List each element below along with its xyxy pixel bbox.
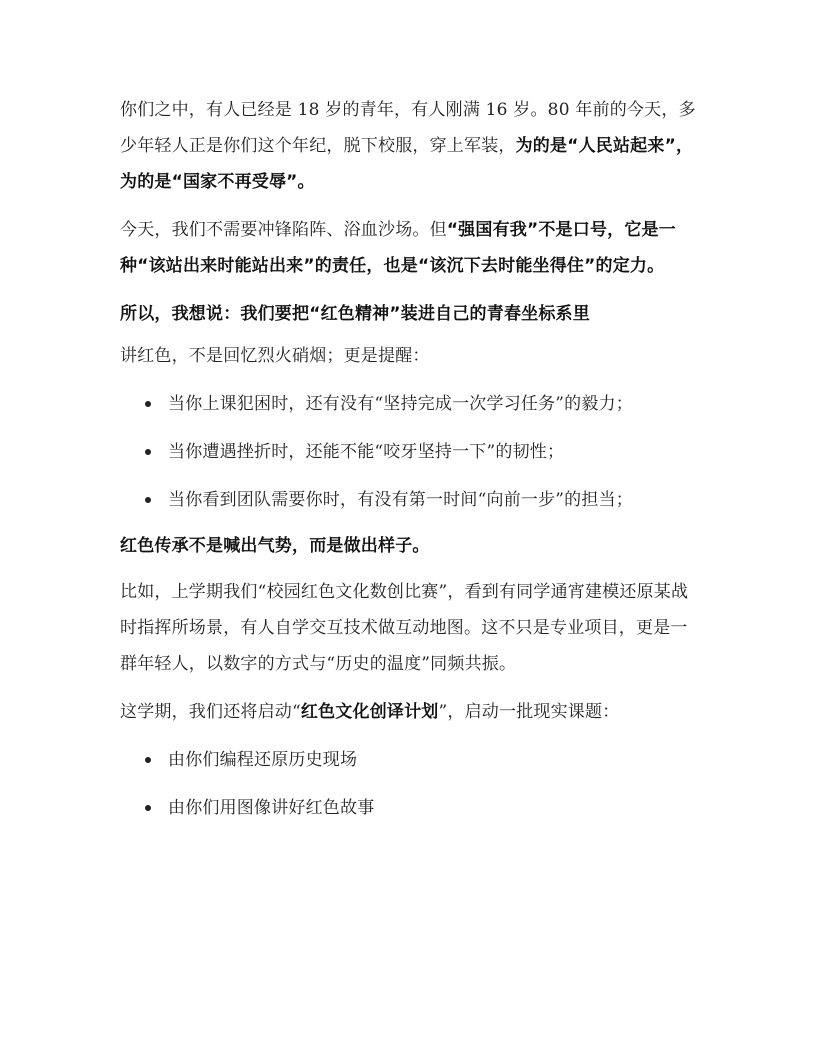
- bullet-dot-icon: [145, 449, 151, 455]
- list-item: [120, 482, 700, 518]
- paragraph-text: ”，启动一批现实课题：: [438, 702, 620, 722]
- list-item: [120, 434, 700, 470]
- bullet-dot-icon: [145, 497, 151, 503]
- list-item: [120, 790, 700, 826]
- paragraph-competition-example: 比如，上学期我们“校园红色文化数创比赛”，看到有同学通宵建模还原某战时指挥所场景，有人自学交互技术做互动地图。这不只是专业项目，更是一群年轻人，以数字的方式与“历史的温度”同频共振。: [120, 582, 689, 674]
- list-item-text: 由你们用图像讲好红色故事: [168, 798, 375, 818]
- section-heading-red-spirit: 所以，我想说：我们要把“红色精神”装进自己的青春坐标系里: [120, 304, 590, 324]
- bullet-list-reminders: [120, 386, 700, 518]
- bullet-list-projects: [120, 742, 700, 826]
- paragraph-translation-plan: [120, 694, 700, 730]
- bullet-dot-icon: [145, 401, 151, 407]
- list-item: [120, 742, 700, 778]
- section-heading-inheritance: 红色传承不是喊出气势，而是做出样子。: [120, 536, 430, 556]
- list-item-text: 当你上课犯困时，还有没有“坚持完成一次学习任务”的毅力；: [168, 394, 633, 414]
- list-item: [120, 386, 700, 422]
- document-body: [120, 92, 700, 826]
- bullet-dot-icon: [145, 757, 151, 763]
- bold-text: 为的是“人民站起来”，为的是“国家不再受辱”。: [120, 136, 694, 192]
- paragraph-text: 这学期，我们还将启动“: [120, 702, 301, 722]
- bold-text: “强国有我”不是口号，它是一种“该站出来时能站出来”的责任，也是“该沉下去时能坐得住”的定力。: [120, 220, 676, 276]
- list-item-text: 当你看到团队需要你时，有没有第一时间“向前一步”的担当；: [168, 490, 633, 510]
- list-item-text: 由你们编程还原历史现场: [168, 750, 358, 770]
- paragraph-youth-age: [120, 92, 700, 200]
- paragraph-text: 今天，我们不需要冲锋陷阵、浴血沙场。但: [120, 220, 447, 240]
- bullet-dot-icon: [145, 805, 151, 811]
- paragraph-strong-nation: [120, 212, 700, 284]
- bold-text: 红色文化创译计划: [300, 702, 439, 722]
- list-item-text: 当你遭遇挫折时，还能不能“咬牙坚持一下”的韧性；: [168, 442, 565, 462]
- paragraph-red-reminder: 讲红色，不是回忆烈火硝烟；更是提醒：: [120, 346, 430, 366]
- paragraph-text: 你们之中，有人已经是 18 岁的青年，有人刚满 16 岁。80 年前的今天，多少年轻人正是你们这个年纪，脱下校服，穿上军装，: [120, 100, 696, 156]
